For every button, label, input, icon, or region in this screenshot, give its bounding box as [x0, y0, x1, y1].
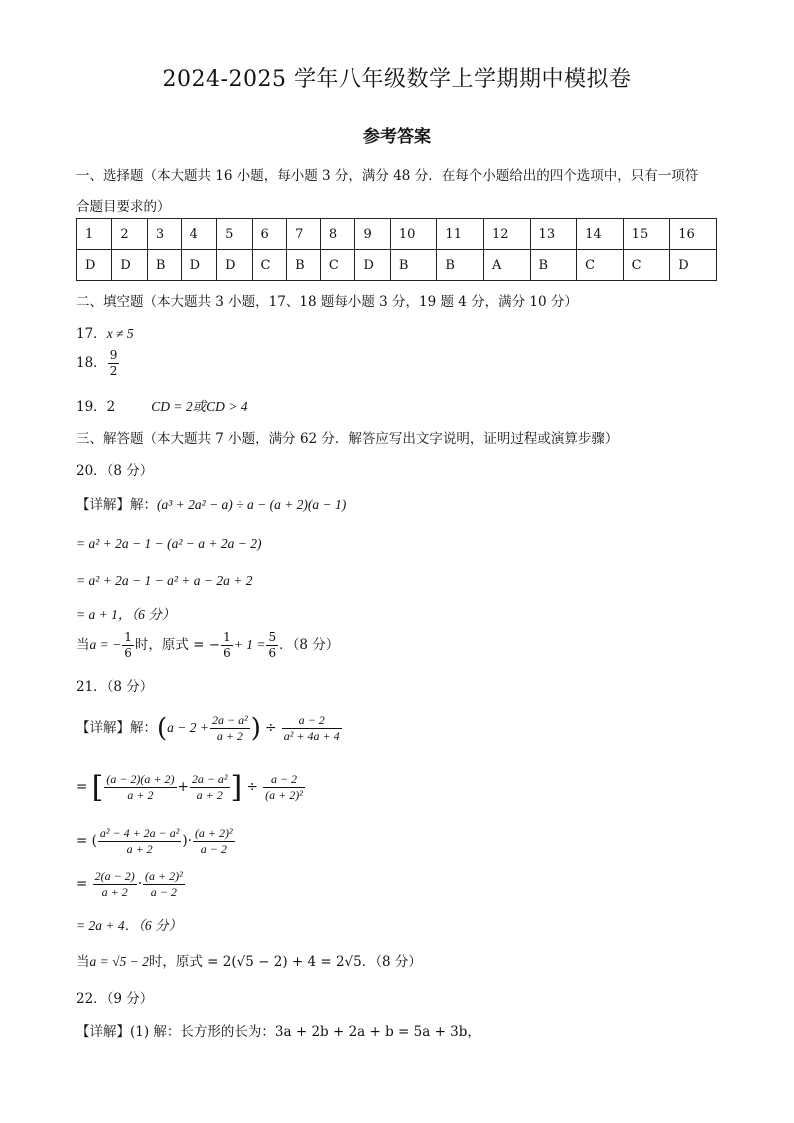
table-cell: D — [217, 250, 252, 281]
fraction: $\frac{1}{6}$ — [223, 630, 231, 660]
q20-step2: = a² + 2a − 1 − a² + a − 2a + 2 — [76, 573, 253, 588]
section2-heading: 二、填空题（本大题共 3 小题，17、18 题每小题 3 分，19 题 4 分，满分 10 分） — [76, 294, 578, 310]
q21-label: 21．（8 分） — [76, 679, 154, 695]
answer-17: 17．x ≠ 5 — [76, 326, 134, 342]
table-cell: D — [355, 250, 390, 281]
table-cell: A — [483, 250, 530, 281]
q21-step1: = [ $\frac{(a - 2)(a + 2)}{a + 2}$ + $\frac{\text{2a − a²}}{a + 2}$ ] ÷ $\frac{a - 2}{\text{(a + 2)²}}$ — [76, 770, 303, 805]
table-cell: 9 — [355, 219, 390, 250]
table-cell: B — [530, 250, 577, 281]
fraction: $\frac{(a - 2)(a + 2)}{a + 2}$ — [106, 772, 175, 802]
table-cell: 4 — [181, 219, 216, 250]
table-cell: D — [112, 250, 147, 281]
table-row-numbers — [77, 219, 717, 250]
answer-19: 19．2 CD = 2或CD > 4 — [76, 399, 248, 415]
table-cell: B — [287, 250, 321, 281]
table-cell: 10 — [390, 219, 437, 250]
table-cell: 11 — [437, 219, 484, 250]
table-cell: D — [181, 250, 216, 281]
table-cell: 7 — [287, 219, 321, 250]
table-cell: 15 — [623, 219, 670, 250]
q22-label: 22．（9 分） — [76, 991, 154, 1007]
q20-final: 当a = − $\frac{1}{6}$ 时，原式 = − $\frac{1}{6}$ + 1 = $\frac{5}{6}$ ．（8 分） — [76, 630, 340, 660]
fraction: $\frac{\text{(a + 2)²}}{a - 2}$ — [145, 869, 183, 899]
fraction: $\frac{5}{6}$ — [268, 630, 277, 660]
table-cell: D — [670, 250, 717, 281]
table-cell: B — [147, 250, 181, 281]
table-cell: 6 — [252, 219, 287, 250]
fraction: $\frac{\text{2a − a²}}{a + 2}$ — [212, 713, 248, 743]
fraction: $\frac{1}{6}$ — [124, 630, 132, 660]
fraction: $\frac{\text{a² − 4 + 2a − a²}}{a + 2}$ — [99, 826, 180, 856]
q20-step1: = a² + 2a − 1 − (a² − a + 2a − 2) — [76, 536, 262, 551]
table-cell: 16 — [670, 219, 717, 250]
table-cell: 1 — [77, 219, 112, 250]
table-cell: B — [390, 250, 437, 281]
table-cell: C — [320, 250, 355, 281]
table-cell: 3 — [147, 219, 181, 250]
fraction: $\frac{a - 2}{\text{a² + 4a + 4}}$ — [283, 713, 340, 743]
q21-final: 当a = √5 − 2时，原式 = 2(√5 − 2) + 4 = 2√5．（8 分） — [76, 954, 422, 970]
q20-expression: 【详解】解：(a³ + 2a² − a) ÷ a − (a + 2)(a − 1) — [76, 497, 347, 513]
q21-step2: = ( $\frac{\text{a² − 4 + 2a − a²}}{a + 2}$ )· $\frac{\text{(a + 2)²}}{a - 2}$ — [76, 826, 233, 856]
page-subtitle: 参考答案 — [363, 127, 431, 147]
table-cell: 14 — [577, 219, 624, 250]
fraction: $\frac{\text{(a + 2)²}}{a - 2}$ — [194, 826, 233, 856]
table-cell: 2 — [112, 219, 147, 250]
answer-18: 18． $\frac{9}{2}$ — [76, 348, 118, 378]
q21-step4: = 2a + 4．（6 分） — [76, 918, 182, 933]
q21-expression: 【详解】解：(a − 2 + $\frac{\text{2a − a²}}{a + 2}$ ) ÷ $\frac{a - 2}{\text{a² + 4a + 4}}$ — [76, 713, 340, 744]
fraction: $\frac{9}{2}$ — [109, 348, 118, 378]
table-cell: 13 — [530, 219, 577, 250]
table-cell: 12 — [483, 219, 530, 250]
table-row-answers — [77, 250, 717, 281]
q21-step3: = $\frac{2(a - 2)}{a + 2}$ · $\frac{\text{(a + 2)²}}{a - 2}$ — [76, 869, 183, 899]
fraction: $\frac{2(a - 2)}{a + 2}$ — [94, 869, 135, 899]
fraction: $\frac{\text{2a − a²}}{a + 2}$ — [191, 772, 228, 802]
fraction: $\frac{a - 2}{\text{(a + 2)²}}$ — [265, 772, 303, 802]
table-cell: B — [437, 250, 484, 281]
table-cell: 8 — [320, 219, 355, 250]
table-cell: C — [252, 250, 287, 281]
table-cell: 5 — [217, 219, 252, 250]
q20-label: 20．（8 分） — [76, 463, 154, 479]
section1-heading-cont: 合题目要求的） — [76, 199, 171, 215]
table-cell: C — [623, 250, 670, 281]
section1-heading: 一、选择题（本大题共 16 小题，每小题 3 分，满分 48 分．在每个小题给出的四个选项中，只有一项符 — [76, 168, 699, 184]
section3-heading: 三、解答题（本大题共 7 小题，满分 62 分．解答应写出文字说明，证明过程或演算步骤） — [76, 431, 619, 447]
table-cell: C — [577, 250, 624, 281]
q22-line: 【详解】(1) 解：长方形的长为：3a + 2b + 2a + b = 5a + 3b， — [76, 1024, 481, 1040]
page-title: 2024-2025 学年八年级数学上学期期中模拟卷 — [162, 67, 632, 92]
answer-table — [76, 218, 717, 281]
table-cell: D — [77, 250, 112, 281]
q20-step3: = a + 1，（6 分） — [76, 607, 176, 622]
